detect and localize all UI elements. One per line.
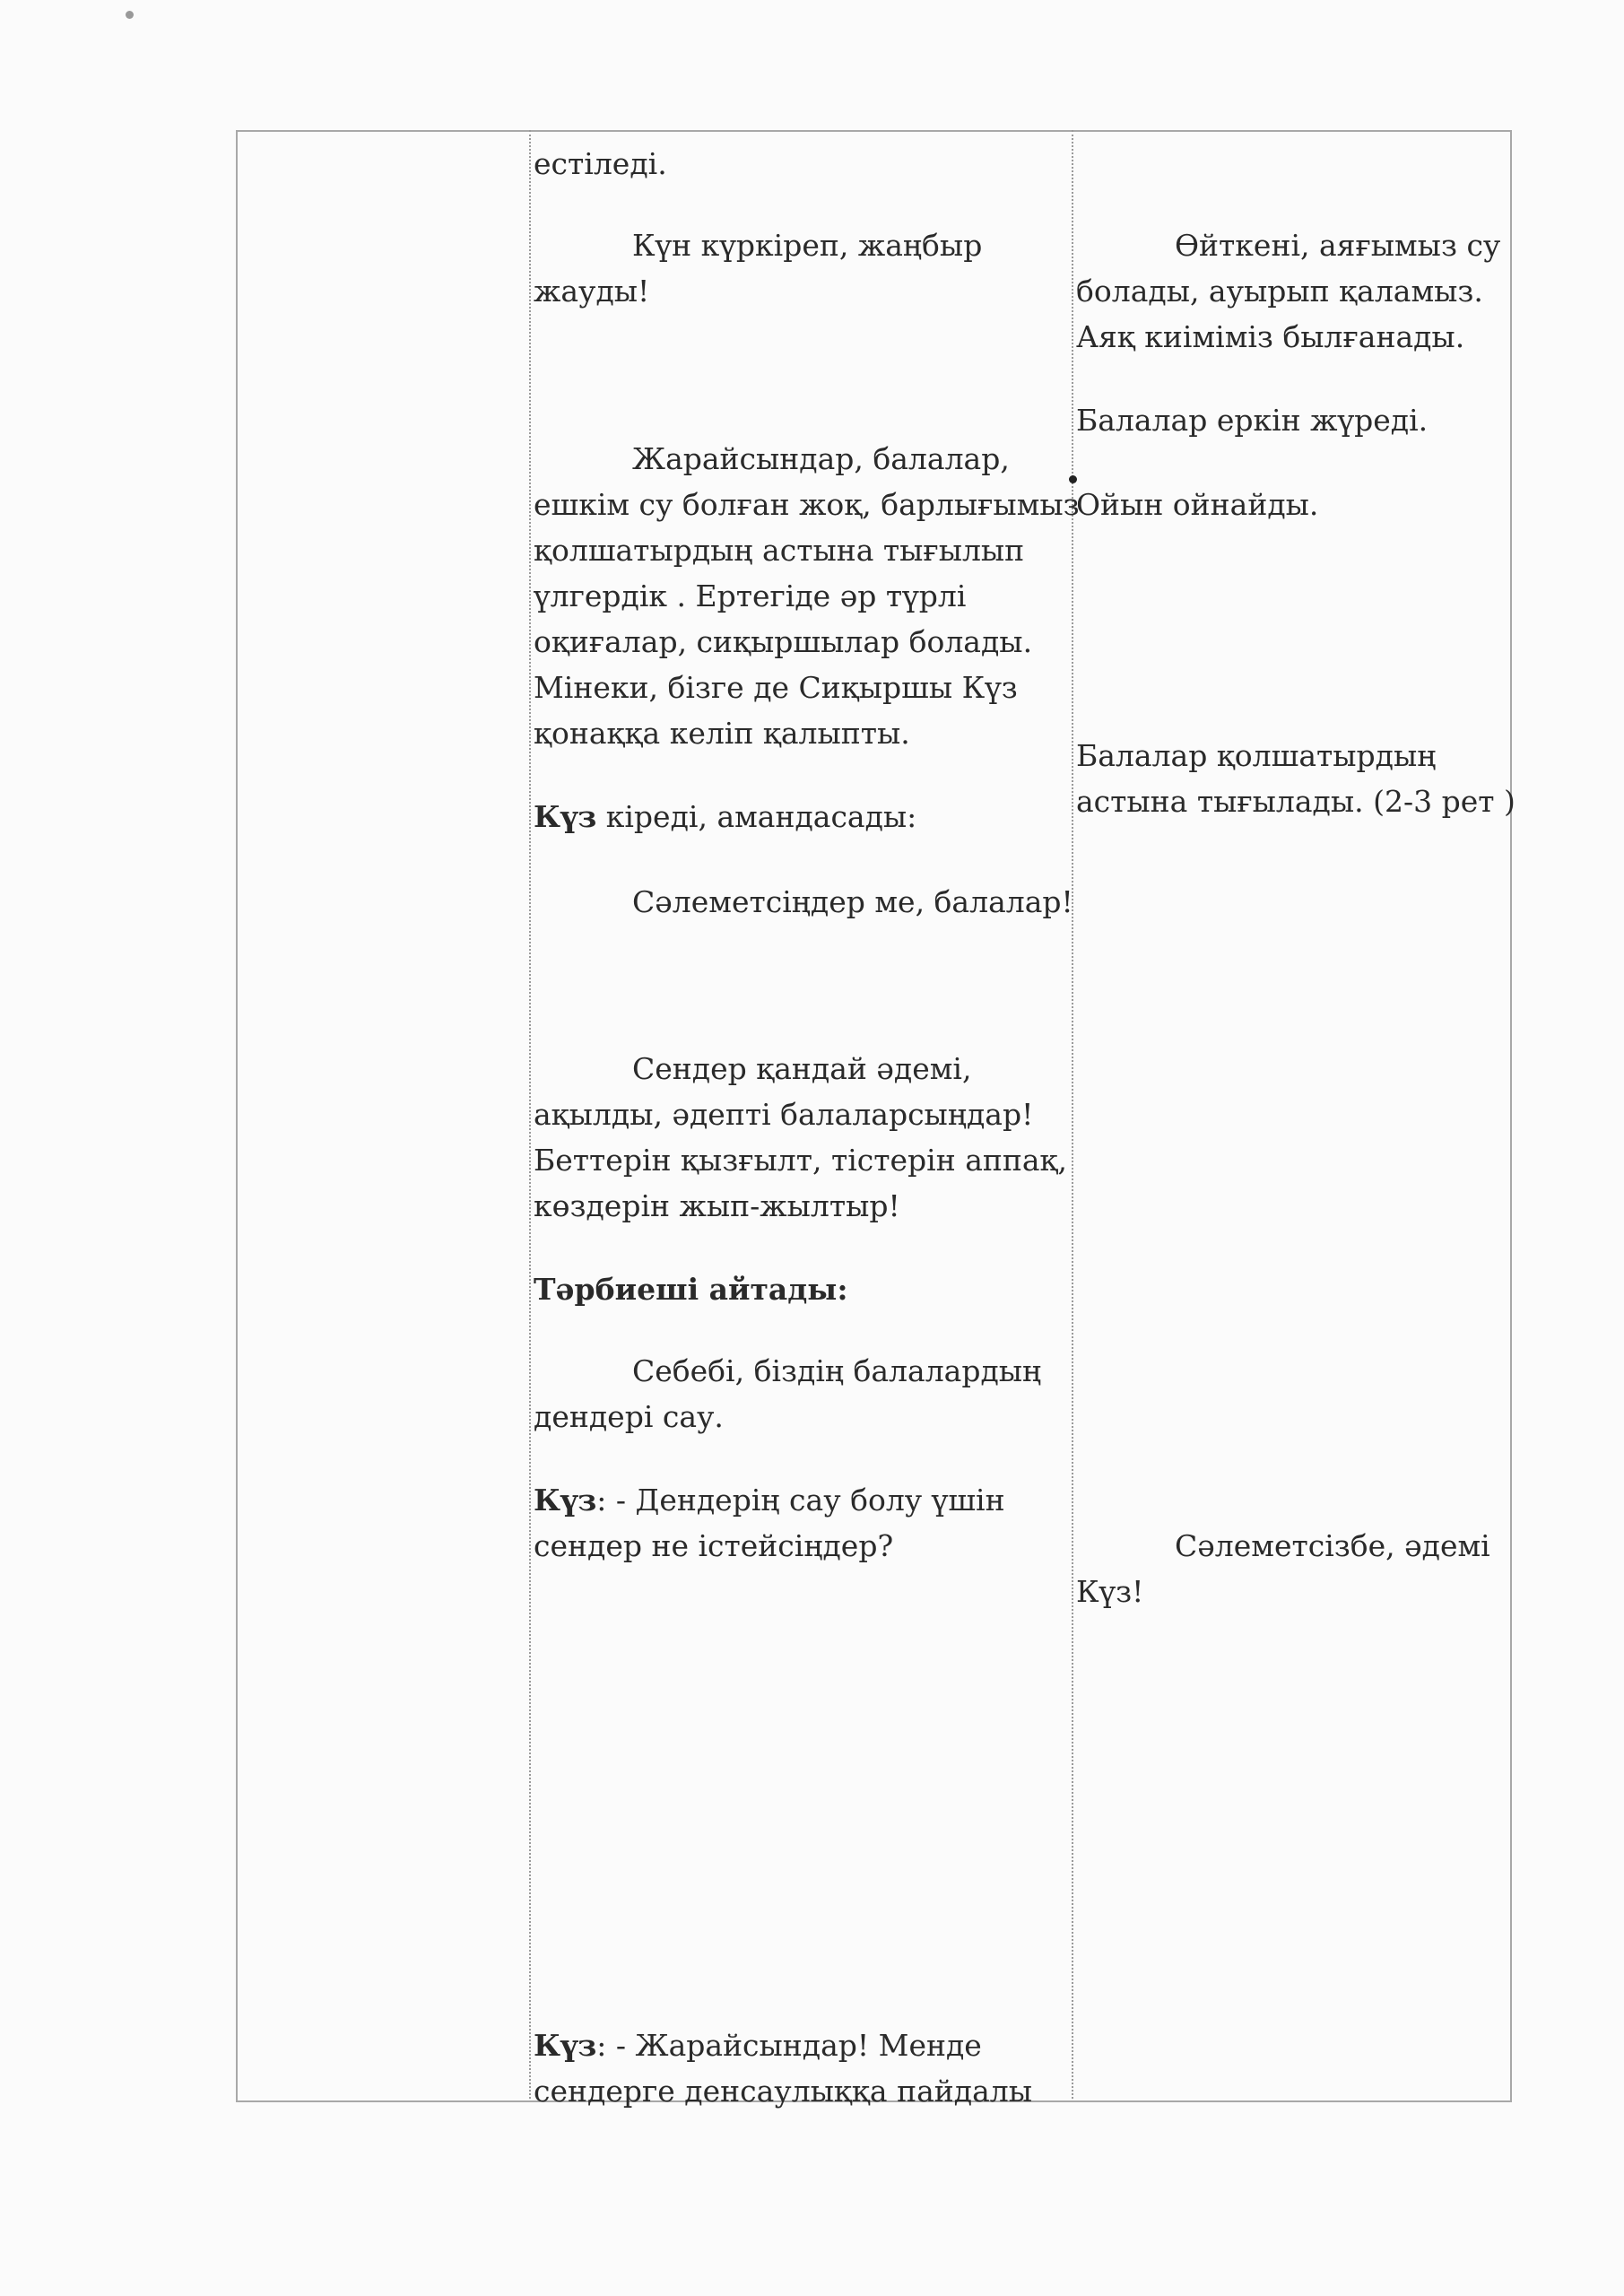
text-right-r2: Балалар еркін жүреді. (1076, 403, 1429, 438)
text-right-r1-line3: Аяқ киіміміз былғанады. (1076, 319, 1465, 354)
text-right-r4-line1: Балалар қолшатырдың (1076, 738, 1437, 773)
text-middle-p9-rest: : - Дендерің сау болу үшін (596, 1483, 1005, 1518)
text-middle-p3-line4: үлгердік . Ертегіде әр түрлі (534, 578, 967, 613)
speaker-label: Күз (534, 1483, 597, 1518)
text-middle-p8-line1: Себебі, біздің балалардың (632, 1353, 1042, 1388)
text-middle-p6-line2: ақылды, әдепті балаларсыңдар! (534, 1097, 1034, 1132)
text-middle-p3-line3: қолшатырдың астына тығылып (534, 533, 1025, 568)
text-middle-p3-line5: оқиғалар, сиқыршылар болады. (534, 624, 1033, 659)
text-middle-p3-line1: Жарайсындар, балалар, (632, 441, 1010, 476)
text-middle-p5: Сәлеметсіңдер ме, балалар! (632, 884, 1073, 919)
text-right-r4-line2: астына тығылады. (2-3 рет ) (1076, 784, 1515, 819)
text-middle-p4 (534, 794, 916, 839)
scan-speck (126, 11, 134, 19)
column-divider-right (1072, 130, 1073, 2099)
speaker-label: Күз (534, 799, 597, 834)
text-middle-p10-line2: сендерге денсаулыққа пайдалы (534, 2074, 1032, 2109)
text-middle-p2-line1: Күн күркіреп, жаңбыр (632, 228, 983, 263)
text-right-r3: Ойын ойнайды. (1076, 487, 1319, 522)
text-middle-p6-line1: Сендер қандай әдемі, (632, 1051, 972, 1086)
text-middle-p9-line1 (534, 1477, 1005, 1523)
column-divider-left (529, 130, 531, 2099)
text-right-r1-line2: болады, ауырып қаламыз. (1076, 274, 1483, 309)
text-middle-p3-line6: Мінеки, бізге де Сиқыршы Күз (534, 670, 1018, 705)
text-right-r5-line1: Сәлеметсізбе, әдемі (1175, 1528, 1490, 1563)
text-middle-p9-line2: сендер не істейсіңдер? (534, 1528, 894, 1563)
text-middle-p10-line1 (534, 2022, 982, 2068)
text-middle-p1: естіледі. (534, 146, 667, 181)
text-right-r1-line1: Өйткені, аяғымыз су (1175, 228, 1501, 263)
text-middle-p3-line2: ешкім су болған жоқ, барлығымыз (534, 487, 1080, 522)
text-middle-p6-line3: Беттерін қызғылт, тістерін аппақ, (534, 1143, 1068, 1178)
text-middle-p3-line7: қонаққа келіп қалыпты. (534, 716, 910, 751)
text-middle-p4-rest: кіреді, амандасады: (596, 799, 917, 834)
text-middle-p8-line2: дендері сау. (534, 1399, 724, 1434)
speaker-label: Күз (534, 2028, 597, 2063)
text-middle-p7: Тәрбиеші айтады: (534, 1272, 848, 1307)
text-middle-p6-line4: көздерін жып-жылтыр! (534, 1188, 900, 1223)
text-right-r5-line2: Күз! (1076, 1574, 1144, 1609)
text-middle-p2-line2: жауды! (534, 274, 650, 309)
text-middle-p10-rest: : - Жарайсындар! Менде (596, 2028, 982, 2063)
